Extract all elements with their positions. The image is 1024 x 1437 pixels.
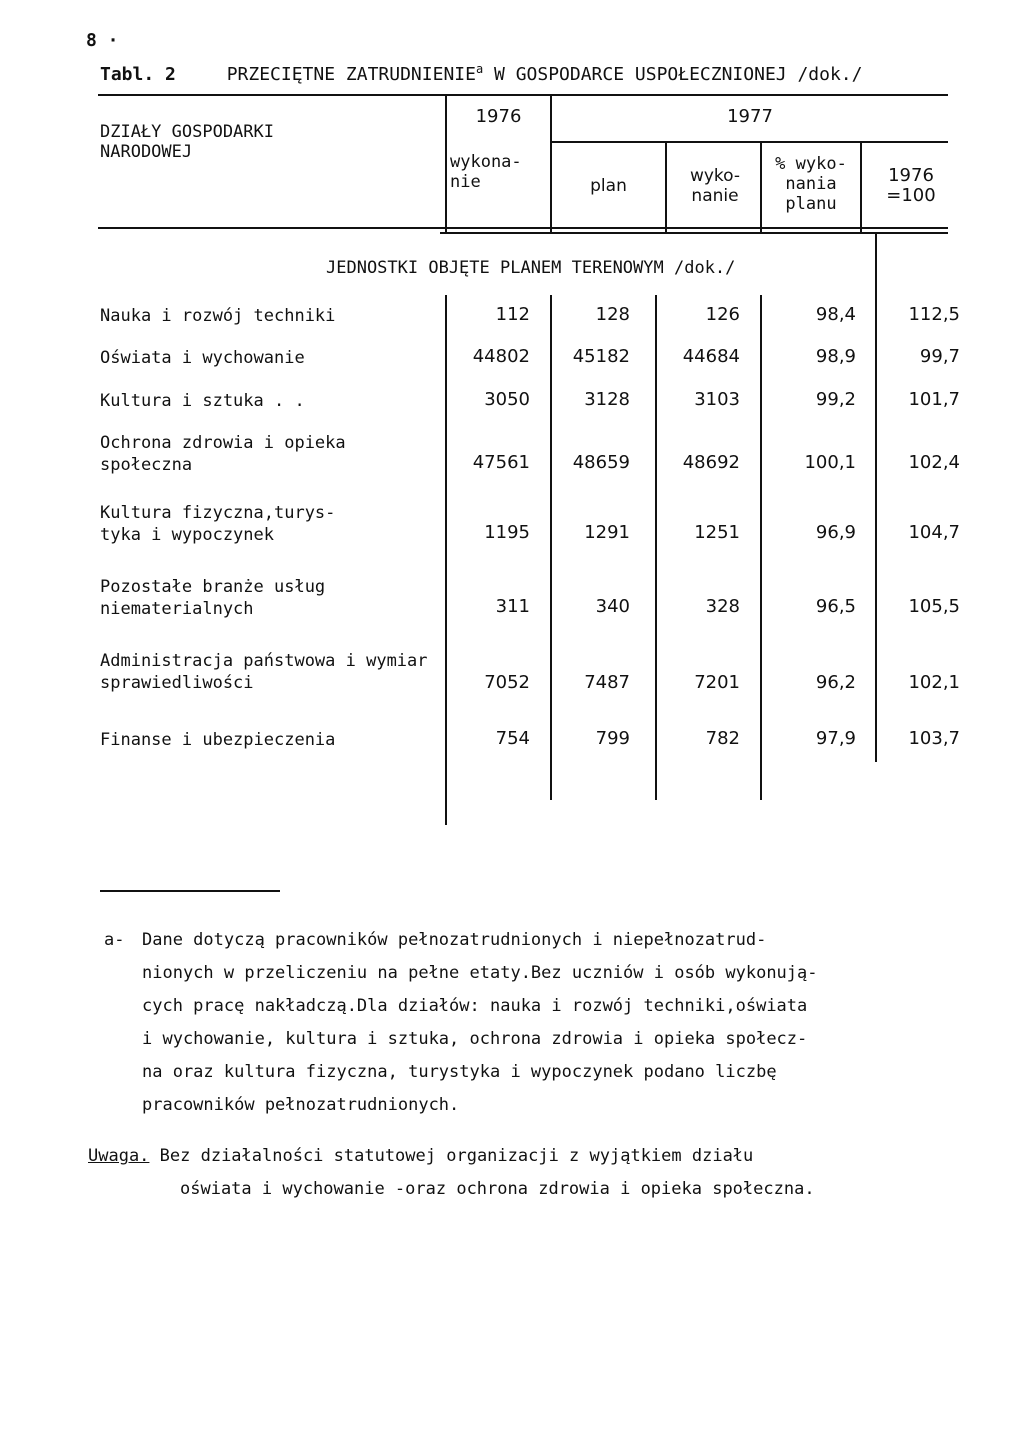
footnote-line: cych pracę nakładczą.Dla działów: nauka i rozwój techniki,oświata (142, 996, 808, 1016)
vrule-body-2 (550, 295, 552, 800)
table-title-rest: W GOSPODARCE USPOŁECZNIONEJ /dok./ (483, 64, 863, 85)
cell-index: 112,5 (908, 304, 960, 325)
vrule-body-3 (655, 295, 657, 800)
header-bottom-rule (98, 227, 948, 229)
header-year-1977: 1977 (727, 106, 773, 127)
vrule-body-4 (760, 295, 762, 800)
footnote-line: nionych w przeliczeniu na pełne etaty.Bez uczniów i osób wykonują- (142, 963, 818, 983)
note-line: oświata i wychowanie -oraz ochrona zdrowia i opieka społeczna. (180, 1179, 815, 1199)
row-label: Kultura fizyczna,turys-tyka i wypoczynek (100, 503, 336, 545)
row-label: Pozostałe branże usług niematerialnych (100, 577, 326, 619)
cell-1976: 754 (495, 728, 530, 749)
row-label: Oświata i wychowanie (100, 348, 305, 368)
footnote-line: Dane dotyczą pracowników pełnozatrudnionych i niepełnozatrud- (142, 930, 767, 950)
cell-pct: 98,9 (815, 346, 856, 367)
cell-1976: 7052 (484, 672, 530, 693)
cell-index: 104,7 (908, 522, 960, 543)
table-title-text: PRZECIĘTNE ZATRUDNIENIE (226, 64, 476, 85)
header-pct-plan: % wyko-nania planu (775, 154, 847, 214)
cell-pct: 99,2 (815, 389, 856, 410)
cell-plan: 340 (595, 596, 630, 617)
cell-index: 103,7 (908, 728, 960, 749)
footnote-line: i wychowanie, kultura i sztuka, ochrona zdrowia i opieka społecz- (142, 1029, 808, 1049)
cell-1977: 48692 (682, 452, 740, 473)
cell-1977: 44684 (682, 346, 740, 367)
header-top-rule (98, 94, 948, 96)
cell-1976: 47561 (472, 452, 530, 473)
cell-index: 102,4 (908, 452, 960, 473)
cell-pct: 96,5 (815, 596, 856, 617)
note-label: Uwaga. (88, 1146, 150, 1166)
cell-index: 102,1 (908, 672, 960, 693)
unit-section-label: JEDNOSTKI OBJĘTE PLANEM TERENOWYM /dok./ (326, 258, 736, 278)
footnote-rule (100, 890, 280, 892)
footnote-line: pracowników pełnozatrudnionych. (142, 1095, 460, 1115)
footnote-line: na oraz kultura fizyczna, turystyka i wypoczynek podano liczbę (142, 1062, 777, 1082)
cell-pct: 96,2 (815, 672, 856, 693)
note-line: Bez działalności statutowej organizacji z wyjątkiem działu (149, 1146, 754, 1166)
table-number: Tabl. 2 (100, 64, 176, 85)
cell-pct: 98,4 (815, 304, 856, 325)
cell-index: 101,7 (908, 389, 960, 410)
cell-plan: 1291 (584, 522, 630, 543)
cell-1976: 112 (495, 304, 530, 325)
header-row-label: DZIAŁY GOSPODARKI NARODOWEJ (100, 122, 274, 162)
cell-plan: 128 (595, 304, 630, 325)
row-label: Administracja państwowa i wymiar sprawiedliwości (100, 651, 428, 693)
cell-plan: 45182 (572, 346, 630, 367)
table-title (100, 62, 862, 85)
header-index: 1976 =100 (886, 165, 936, 206)
cell-pct: 100,1 (804, 452, 856, 473)
cell-1977: 7201 (694, 672, 740, 693)
vrule-3 (665, 143, 667, 232)
cell-1977: 328 (705, 596, 740, 617)
cell-1977: 126 (705, 304, 740, 325)
cell-plan: 7487 (584, 672, 630, 693)
page-number: 8 · (86, 30, 119, 51)
cell-1977: 1251 (694, 522, 740, 543)
cell-1977: 782 (705, 728, 740, 749)
cell-1976: 3050 (484, 389, 530, 410)
cell-1976: 44802 (472, 346, 530, 367)
cell-index: 99,7 (919, 346, 960, 367)
header-1977-rule (550, 141, 948, 143)
cell-1976: 311 (495, 596, 530, 617)
cell-1977: 3103 (694, 389, 740, 410)
footnote-marker: a (475, 62, 484, 76)
note (88, 1146, 753, 1166)
header-1977-exec: wyko-nanie (689, 166, 741, 206)
vrule-4 (760, 143, 762, 232)
footnote-marker-label: a- (104, 930, 125, 950)
header-bottom-rule-2 (440, 232, 948, 234)
cell-pct: 96,9 (815, 522, 856, 543)
cell-plan: 3128 (584, 389, 630, 410)
cell-index: 105,5 (908, 596, 960, 617)
row-label: Finanse i ubezpieczenia (100, 730, 336, 750)
row-label: Ochrona zdrowia i opieka społeczna (100, 433, 346, 475)
cell-plan: 799 (595, 728, 630, 749)
cell-plan: 48659 (572, 452, 630, 473)
header-1976-exec: wykona-nie (450, 152, 522, 192)
row-label: Nauka i rozwój techniki (100, 306, 336, 326)
cell-1976: 1195 (484, 522, 530, 543)
row-label: Kultura i sztuka . . (100, 391, 305, 411)
cell-pct: 97,9 (815, 728, 856, 749)
header-year-1976: 1976 (475, 106, 522, 127)
vrule-5 (860, 143, 862, 232)
header-plan: plan (590, 176, 627, 196)
